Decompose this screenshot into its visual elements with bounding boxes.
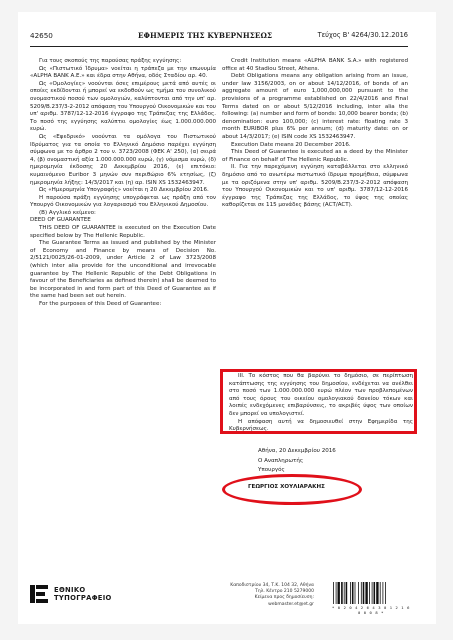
paragraph: Debt Obligations means any obligation arising from an issue, under law 3156/2003, on or about 14/12/2016, of bonds of an aggregate amount of euro 1,000,000,000 pursuant to the provisions of a programme established on 22/4/2016 and Final Terms dated on or about 5/12/2016 including, inter alia the following: (a) number and form of bonds: 10,000 bearer bonds; (b) denomination: euro 100,000; (c) interest rate: floating rate 3 month EURIBOR plus 6% per annum; (d) maturity date: on or about 14/3/2017; (e) ISIN code XS 1532463947. [222,73,408,140]
paragraph: III. Το κόστος που θα βαρύνει το δημόσιο, σε περίπτωση κατάπτωσης της εγγύησης του δημοσίου, ενδέχεται να ανέλθει στο ποσό των 1.000.000.000 ευρώ πλέον των προβλεπομένων από τους όρους του οικείου ομολογιακού δανείου τόκων και λοιπές ενδεχόμενες επιβαρύνσεις, το ακριβές ύψος των οποίων δεν μπορεί να υπολογιστεί. [229,373,413,417]
phone-line: Τηλ. Κέντρο 210 5279000 [255,589,314,595]
paragraph: Η παρούσα πράξη εγγύησης υπογράφεται ως πράξη από τον Υπουργό Οικονομικών για λογαριασμό του Ελληνικού Δημοσίου. [30,194,216,209]
paragraph: (Β) Αγγλικό κείμενο: [39,209,96,216]
paragraph: II. Για την παρεχόμενη εγγύηση καταβάλλεται στο ελληνικό δημόσιο από το ανωτέρω πιστωτικό ίδρυμα προμήθεια, σύμφωνα με τα οριζόμενα στην υπ' αριθμ. 5209/Β.237/3-2-2012 απόφαση του Υπουργού Οικονομικών και το υπ' αριθμ. 3787/12-12-2016 έγγραφο της Τράπεζας της Ελλάδος, το ύψος της οποίας καθορίζεται σε 115 μονάδες βάσης (ACT/ACT). [222,164,408,209]
issue-number: Τεύχος Β' 4264/30.12.2016 [317,31,408,39]
paragraph: Ως «Ομολογίες» νοούνται όσες επιμέρους μετά από αυτές οι οποίες εκδίδονται ή μπορεί να εκδοθούν ως τμήμα του συνολικού ονομαστικού ποσού των ομολογιών, καλύπτονται από την υπ' αρ. 5209/Β.237/3-2-2012 απόφαση του Υπουργού Οικονομικών και του υπ' αριθμ. 3787/12-12-2016 έγγραφο της Τράπεζας της Ελλάδος. Το ποσό της εγγύησης καλύπτει ομολογίες έως 1.000.000.000 ευρώ. [30,80,216,133]
paragraph: Execution Date means 20 December 2016. [231,141,351,148]
logo-line-1: ΕΘΝΙΚΟ [54,586,86,594]
publisher-logo [30,583,130,605]
paragraph: Ως «Πιστωτικό Ίδρυμα» νοείται η τράπεζα με την επωνυμία «ALPHA BANK A.E.» και έδρα στην Αθήνα, οδός Σταδίου αρ. 40. [30,65,216,80]
page-number: 42650 [30,31,53,40]
email-line: Κείμενα προς δημοσίευση: webmaster.et@et.gr [254,595,314,607]
page-header [30,31,408,47]
logo-line-2: ΤΥΠΟΓΡΑΦΕΙΟ [54,594,112,602]
paragraph: THIS DEED OF GUARANTEE is executed on the Execution Date specified below by The Hellenic Republic. [30,225,216,239]
signature-date: Αθήνα, 20 Δεκεμβρίου 2016 [258,448,336,454]
paragraph: This Deed of Guarantee is executed as a deed by the Minister of Finance on behalf of The Hellenic Republic. [222,149,408,163]
barcode-number: * 0 2 0 4 2 6 4 3 0 1 2 1 6 0 0 0 8 * [332,605,410,615]
signature-role: Ο Αναπληρωτής [258,458,304,464]
signatory-name: ΓΕΩΡΓΙΟΣ ΧΟΥΛΙΑΡΑΚΗΣ [248,484,325,490]
paragraph: Credit Institution means «ALPHA BANK S.A.» with registered office at 40 Stadiou Street, Athens. [222,58,408,72]
right-column [222,58,408,210]
national-printing-office-icon [30,585,48,603]
signature-ministry: Υπουργός [258,467,285,473]
highlight-oval [222,474,362,505]
left-column [30,58,216,309]
highlight-box [220,369,417,434]
publisher-address [214,583,314,608]
gazette-title: ΕΦΗΜΕΡΙΣ ΤΗΣ ΚΥΒΕΡΝΗΣΕΩΣ [138,31,273,40]
paragraph: Ως «Εφεδρικό» νοούνται τα ομόλογα του Πιστωτικού Ιδρύματος για τα οποία το Ελληνικό Δημόσιο παρέχει εγγύηση σύμφωνα με το άρθρο 2 του ν. 3723/2008 (ΦΕΚ Α' 250), (α) σειρά 4, (β) ονομαστική αξία 1.000.000.000 ευρώ, (γ) νόμισμα ευρώ, (δ) ημερομηνία έκδοσης 20 Δεκεμβρίου 2016, (ε) επιτόκιο: κυμαινόμενο Euribor 3 μηνών συν περιθώριο 6% ετησίως, (ζ) ημερομηνία λήξης: 14/3/2017 και (η) αρ. ISIN XS 1532463947. [30,133,216,186]
paragraph: Για τους σκοπούς της παρούσας πράξης εγγύησης: [39,58,182,64]
paragraph: For the purposes of this Deed of Guarantee: [39,301,162,307]
paragraph: Η απόφαση αυτή να δημοσιευθεί στην Εφημερίδα της Κυβερνήσεως. [229,418,413,433]
barcode-icon [332,582,410,604]
address-line: Καποδιστρίου 34, Τ.Κ. 104 32, Αθήνα [230,583,314,588]
paragraph: The Guarantee Terms as issued and published by the Minister of Economy and Finance by means of Decision No. 2/5121/0025/26-01-2009, under Article 2 of Law 3723/2008 (which inter alia provide for the unconditional and irrevocable guarantee by The Hellenic Republic of the Debt Obligations in favour of the Beneficiaries as defined therein) shall be deemed to be incorporated in and form part of this Deed of Guarantee as if the same had been set out herein. [30,240,216,300]
deed-heading: DEED OF GUARANTEE [30,217,91,224]
paragraph: Ως «Ημερομηνία Υπογραφής» νοείται η 20 Δεκεμβρίου 2016. [39,187,209,194]
